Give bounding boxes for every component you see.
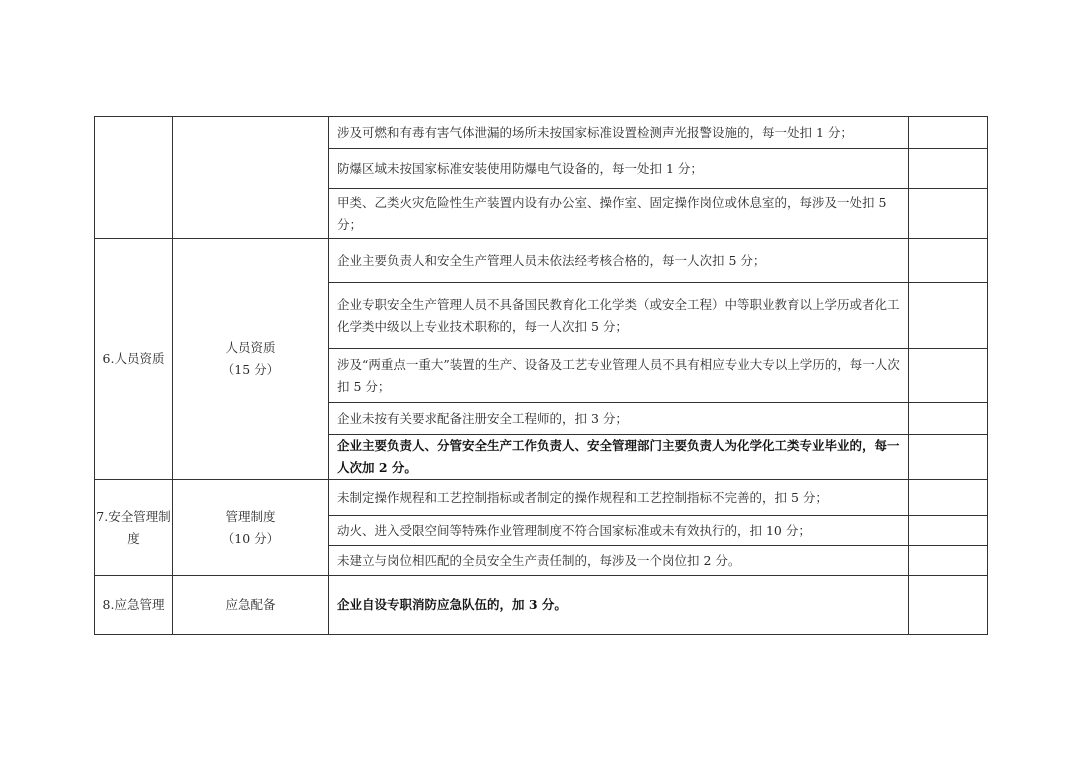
- score-cell: [909, 516, 988, 546]
- subitem-score: （10 分）: [221, 530, 280, 546]
- criterion-text-bonus: 企业自设专职消防应急队伍的，加 3 分。: [329, 576, 909, 635]
- score-cell: [909, 480, 988, 516]
- criterion-text: 未制定操作规程和工艺控制指标或者制定的操作规程和工艺控制指标不完善的，扣 5 分；: [329, 480, 909, 516]
- score-cell: [909, 239, 988, 283]
- item-cell: 6.人员资质: [95, 239, 173, 480]
- score-cell: [909, 435, 988, 480]
- table-row: [95, 117, 988, 149]
- criterion-text: 涉及“两重点一重大”装置的生产、设备及工艺专业管理人员不具有相应专业大专以上学历的，每一人次扣 5 分；: [329, 349, 909, 403]
- score-cell: [909, 149, 988, 189]
- subitem-score: （15 分）: [221, 362, 280, 377]
- score-cell: [909, 283, 988, 349]
- score-cell: [909, 546, 988, 576]
- subitem-cell: [173, 239, 329, 480]
- criterion-text-bonus: 企业主要负责人、分管安全生产工作负责人、安全管理部门主要负责人为化学化工类专业毕业的，每一人次加 2 分。: [329, 435, 909, 480]
- subitem-cell: [173, 576, 329, 635]
- subitem-name: 人员资质: [225, 340, 276, 355]
- table-row: [95, 576, 988, 635]
- criterion-text: 动火、进入受限空间等特殊作业管理制度不符合国家标准或未有效执行的，扣 10 分；: [329, 516, 909, 546]
- table-row: [95, 239, 988, 283]
- scoring-table: [94, 116, 988, 635]
- item-cell: 7.安全管理制度: [95, 480, 173, 576]
- score-cell: [909, 576, 988, 635]
- criterion-text: 企业主要负责人和安全生产管理人员未依法经考核合格的，每一人次扣 5 分；: [329, 239, 909, 283]
- criterion-text: 未建立与岗位相匹配的全员安全生产责任制的，每涉及一个岗位扣 2 分。: [329, 546, 909, 576]
- score-cell: [909, 403, 988, 435]
- score-cell: [909, 189, 988, 239]
- score-cell: [909, 349, 988, 403]
- subitem-cell-empty: [173, 117, 329, 239]
- table-row: [95, 480, 988, 516]
- score-cell: [909, 117, 988, 149]
- item-cell: 8.应急管理: [95, 576, 173, 635]
- subitem-name: 应急配备: [225, 597, 276, 612]
- criterion-text: 涉及可燃和有毒有害气体泄漏的场所未按国家标准设置检测声光报警设施的，每一处扣 1 分；: [329, 117, 909, 149]
- subitem-name: 管理制度: [225, 508, 276, 524]
- criterion-text: 企业未按有关要求配备注册安全工程师的，扣 3 分；: [329, 403, 909, 435]
- criterion-text: 防爆区域未按国家标准安装使用防爆电气设备的，每一处扣 1 分；: [329, 149, 909, 189]
- subitem-cell: [173, 480, 329, 576]
- criterion-text: 企业专职安全生产管理人员不具备国民教育化工化学类（或安全工程）中等职业教育以上学历或者化工化学类中级以上专业技术职称的，每一人次扣 5 分；: [329, 283, 909, 349]
- criterion-text: 甲类、乙类火灾危险性生产装置内设有办公室、操作室、固定操作岗位或休息室的，每涉及一处扣 5 分；: [329, 189, 909, 239]
- item-cell-empty: [95, 117, 173, 239]
